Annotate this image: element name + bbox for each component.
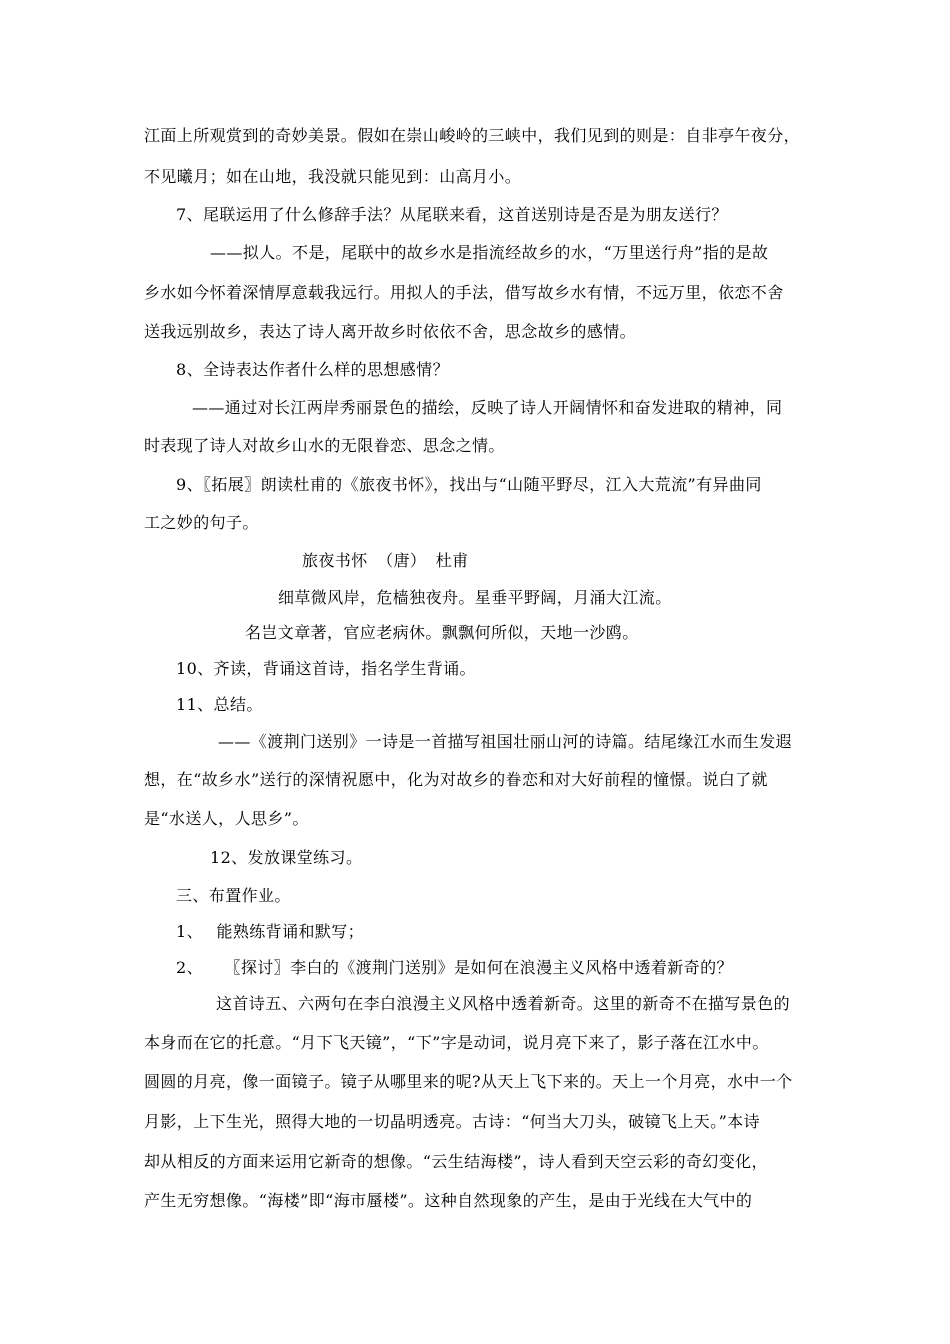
text-line: 本身而在它的托意。“月下飞天镜”，“下”字是动词，说月亮下来了，影子落在江水中。 xyxy=(144,1033,769,1052)
text-line: 月影，上下生光，照得大地的一切晶明透亮。古诗：“何当大刀头，破镜飞上天。”本诗 xyxy=(144,1112,760,1131)
text-line: 不见曦月；如在山地，我没就只能见到：山高月小。 xyxy=(144,167,522,186)
poem-line: 名岂文章著，官应老病休。飘飘何所似，天地一沙鸥。 xyxy=(245,623,639,642)
text-line: 8、全诗表达作者什么样的思想感情？ xyxy=(176,360,449,379)
text-line: ——《渡荆门送别》一诗是一首描写祖国壮丽山河的诗篇。结尾缘江水而生发遐 xyxy=(218,732,793,751)
text-line: 产生无穷想像。“海楼”即“海市蜃楼”。这种自然现象的产生，是由于光线在大气中的 xyxy=(144,1191,753,1210)
text-line: 1、 能熟练背诵和默写； xyxy=(176,922,365,941)
text-line: 乡水如今怀着深情厚意载我远行。用拟人的手法，借写故乡水有情，不远万里，依恋不舍 xyxy=(144,283,784,302)
poem-title: 旅夜书怀 （唐） 杜甫 xyxy=(302,551,469,570)
text-line: ——通过对长江两岸秀丽景色的描绘，反映了诗人开阔情怀和奋发进取的精神，同 xyxy=(192,398,783,417)
text-line: 工之妙的句子。 xyxy=(144,513,259,532)
text-line: 12、发放课堂练习。 xyxy=(210,848,363,867)
text-line: 江面上所观赏到的奇妙美景。假如在崇山峻岭的三峡中，我们见到的则是：自非亭午夜分， xyxy=(144,126,801,145)
text-line: 却从相反的方面来运用它新奇的想像。“云生结海楼”，诗人看到天空云彩的奇幻变化， xyxy=(144,1152,768,1171)
text-line: 是“水送人，人思乡”。 xyxy=(144,809,309,828)
poem-line: 细草微风岸，危樯独夜舟。星垂平野阔，月涌大江流。 xyxy=(278,588,672,607)
text-line: 送我远别故乡，表达了诗人离开故乡时依依不舍，思念故乡的感情。 xyxy=(144,322,637,341)
text-line: 三、布置作业。 xyxy=(176,886,291,905)
text-line: 7、尾联运用了什么修辞手法？从尾联来看，这首送别诗是否是为朋友送行？ xyxy=(176,205,728,224)
text-line: 2、 〖探讨〗李白的《渡荆门送别》是如何在浪漫主义风格中透着新奇的？ xyxy=(176,958,733,977)
text-line: 10、齐读，背诵这首诗，指名学生背诵。 xyxy=(176,659,476,678)
text-line: 11、总结。 xyxy=(176,695,263,714)
text-line: 圆圆的月亮，像一面镜子。镜子从哪里来的呢?从天上飞下来的。天上一个月亮，水中一个 xyxy=(144,1072,793,1091)
text-line: 时表现了诗人对故乡山水的无限眷恋、思念之情。 xyxy=(144,436,505,455)
text-line: 想，在“故乡水”送行的深情祝愿中，化为对故乡的眷恋和对大好前程的憧憬。说白了就 xyxy=(144,770,768,789)
text-line: 这首诗五、六两句在李白浪漫主义风格中透着新奇。这里的新奇不在描写景色的 xyxy=(216,994,791,1013)
text-line: ——拟人。不是，尾联中的故乡水是指流经故乡的水，“万里送行舟”指的是故 xyxy=(210,243,769,262)
text-line: 9、〖拓展〗朗读杜甫的《旅夜书怀》，找出与“山随平野尽，江入大荒流”有异曲同 xyxy=(176,475,762,494)
